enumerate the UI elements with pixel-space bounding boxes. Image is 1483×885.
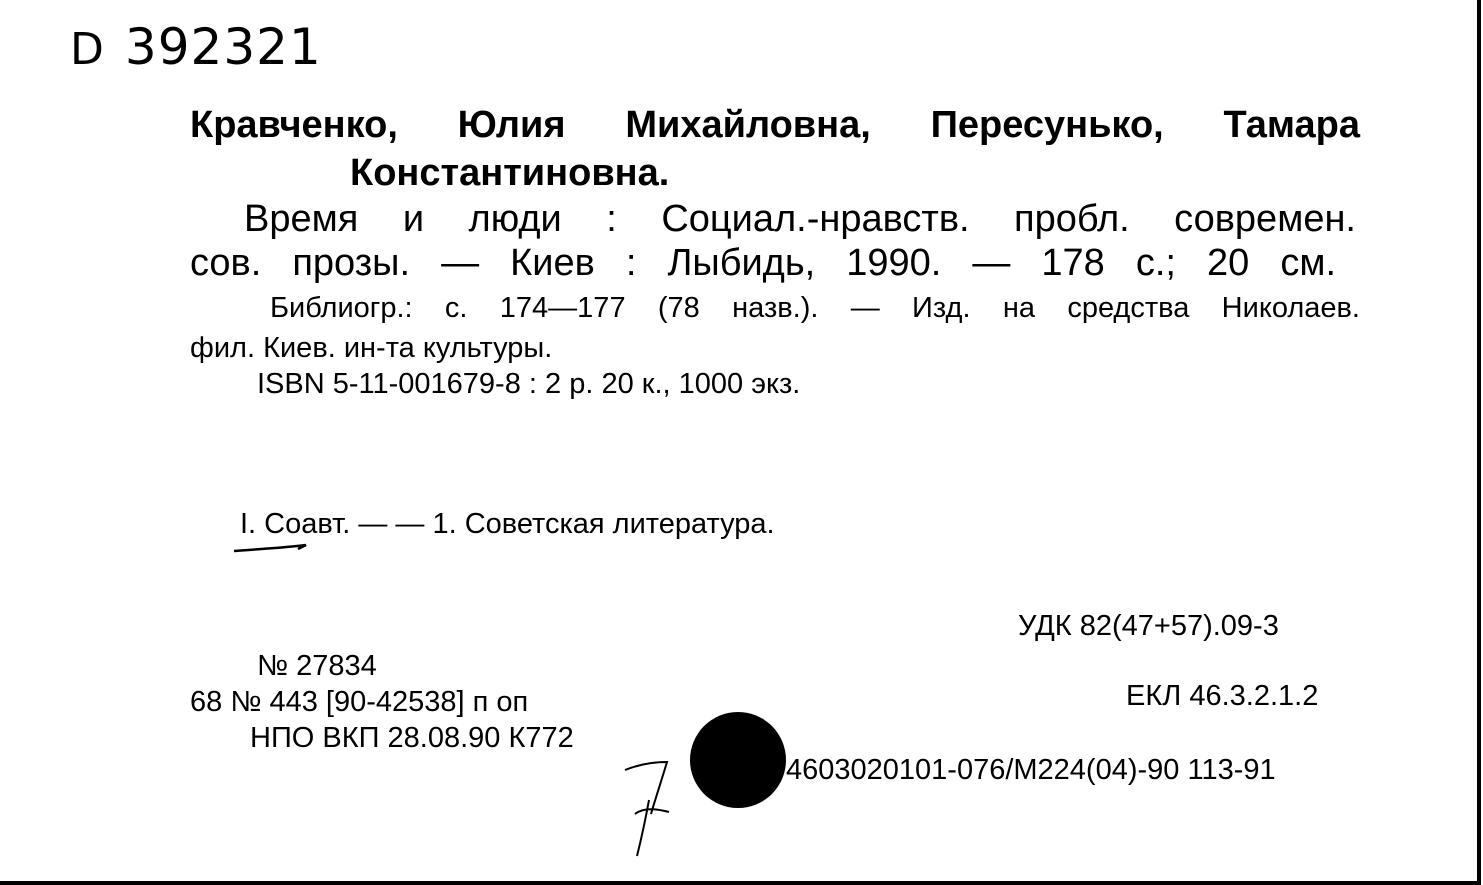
title-word: 20	[1207, 242, 1250, 284]
title-word: Лыбидь,	[667, 242, 816, 284]
title-word: 178	[1041, 242, 1105, 284]
author-word: Тамара	[1223, 104, 1360, 146]
tracing-prefix: I. С	[240, 508, 286, 540]
handwritten-mark	[615, 752, 685, 862]
title-word: см.	[1280, 242, 1336, 284]
title-line-2	[190, 242, 1336, 285]
classification-code-line: 4603020101-076/М224(04)-90 113-91	[786, 754, 1276, 786]
title-word: сов.	[190, 242, 262, 284]
note-word: 174—177	[499, 292, 626, 324]
title-word: пробл.	[1014, 198, 1130, 240]
note-word: (78	[657, 292, 700, 324]
note-word: назв.).	[732, 292, 819, 324]
title-word: современ.	[1174, 198, 1356, 240]
title-word: Киев	[510, 242, 595, 284]
title-word: :	[606, 198, 617, 240]
author-word: Михайловна,	[625, 104, 871, 146]
author-line-1	[190, 104, 1360, 147]
order-number: № 27834	[257, 650, 377, 682]
author-word: Пересунько,	[930, 104, 1164, 146]
npo-line: НПО ВКП 28.08.90 К772	[250, 722, 574, 754]
note-word: Изд.	[912, 292, 971, 324]
author-line-2: Константиновна.	[350, 152, 670, 194]
note-line-1	[270, 292, 1360, 325]
shelfmark	[70, 18, 322, 76]
tracing-rest: оавт. — — 1. Советская литература.	[285, 508, 775, 540]
note-line-2: фил. Киев. ин-та культуры.	[190, 332, 553, 364]
title-word: Социал.-нравств.	[661, 198, 970, 240]
title-word: люди	[468, 198, 562, 240]
title-word: Время	[244, 198, 359, 240]
udk-code: УДК 82(47+57).09-3	[1018, 610, 1279, 642]
title-word: с.;	[1135, 242, 1176, 284]
title-word: и	[402, 198, 425, 240]
tracing-line	[240, 508, 775, 541]
tracing-underline-mark	[228, 535, 318, 557]
print-line: 68 № 443 [90-42538] п оп	[190, 686, 529, 718]
title-word: —	[972, 242, 1011, 284]
note-word: средства	[1067, 292, 1190, 324]
title-word: :	[625, 242, 637, 284]
title-word: прозы.	[292, 242, 411, 284]
note-word: с.	[444, 292, 468, 324]
filing-hole	[690, 712, 786, 808]
shelfmark-prefix: D	[70, 24, 105, 75]
ekl-code: ЕКЛ 46.3.2.1.2	[1126, 680, 1319, 712]
note-word: —	[850, 292, 880, 324]
title-word: —	[441, 242, 480, 284]
note-word: на	[1002, 292, 1035, 324]
author-word: Кравченко,	[190, 104, 398, 146]
title-word: 1990.	[846, 242, 942, 284]
note-word: Николаев.	[1221, 292, 1360, 324]
note-word: Библиогр.:	[270, 292, 413, 324]
shelfmark-number: 392321	[124, 18, 322, 76]
title-line-1	[244, 198, 1356, 241]
author-word: Юлия	[457, 104, 566, 146]
isbn-line: ISBN 5-11-001679-8 : 2 р. 20 к., 1000 экз.	[257, 368, 801, 400]
